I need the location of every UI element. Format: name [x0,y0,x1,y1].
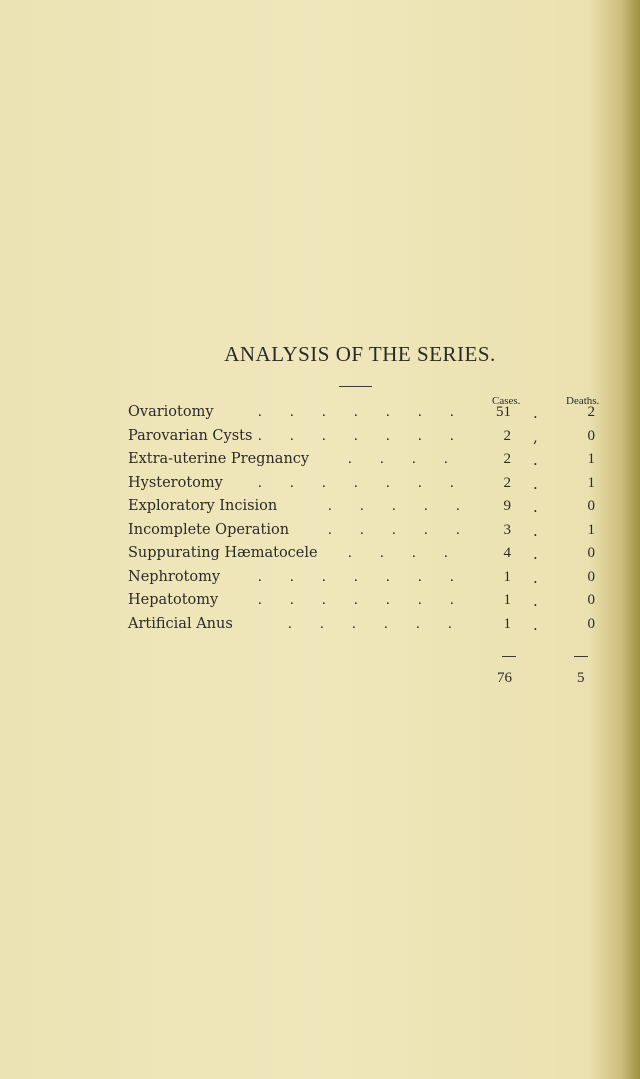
row-cases: 3 [503,521,511,538]
table-row: Ovariotomy . . . . . . . 51 . 2 [128,404,595,422]
table-row: Extra-uterine Pregnancy . . . . 2 . 1 [128,451,595,469]
row-separator: . [533,451,538,469]
table-row: Suppurating Hæmatocele . . . . 4 . 0 [128,545,595,563]
row-label: Parovarian Cysts [128,427,253,444]
page-title: ANALYSIS OF THE SERIES. [224,342,496,366]
row-cases: 2 [503,474,511,491]
row-separator: . [533,404,538,422]
row-deaths: 2 [587,404,595,420]
table-row: Nephrotomy . . . . . . . 1 . 0 [128,568,595,587]
row-label: Incomplete Operation [128,521,290,538]
row-deaths: 0 [587,427,595,444]
table-row: Hysterotomy . . . . . . . 2 . 1 [128,474,595,493]
row-label: Ovariotomy [128,404,214,420]
row-deaths: 0 [587,568,595,585]
row-label: Artificial Anus [128,615,233,632]
row-cases: 51 [496,404,511,420]
row-separator: . [533,474,538,493]
table-row: Parovarian Cysts . . . . . . . 2 , 0 [128,427,595,446]
row-cases: 4 [503,545,511,561]
row-cases: 2 [503,427,511,444]
row-separator: . [533,592,538,610]
row-cases: 1 [503,615,511,632]
row-deaths: 0 [587,545,595,561]
row-label: Nephrotomy [128,568,221,585]
cases-total-rule [502,656,516,657]
row-deaths: 0 [587,592,595,608]
row-cases: 9 [503,498,511,514]
title-rule [339,386,372,387]
row-separator: . [533,521,538,540]
deaths-total: 5 [577,670,585,686]
row-separator: . [533,615,538,634]
row-label: Exploratory Incision [128,498,278,514]
row-label: Suppurating Hæmatocele [128,545,318,561]
show-through-text [70,100,630,330]
cases-total: 76 [497,670,512,686]
row-cases: 1 [503,592,511,608]
table-row: Hepatotomy . . . . . . . 1 . 0 [128,592,595,610]
row-deaths: 0 [587,498,595,514]
row-label: Hepatotomy [128,592,219,608]
row-deaths: 1 [587,474,595,491]
table-row: Artificial Anus . . . . . . 1 . 0 [128,615,595,634]
row-label: Hysterotomy [128,474,223,491]
row-cases: 2 [503,451,511,467]
row-separator: . [533,545,538,563]
row-deaths: 1 [587,521,595,538]
row-label: Extra-uterine Pregnancy [128,451,310,467]
table-row: Exploratory Incision . . . . . 9 . 0 [128,498,595,516]
row-separator: . [533,568,538,587]
table-row: Incomplete Operation . . . . . 3 . 1 [128,521,595,540]
row-deaths: 1 [587,451,595,467]
row-cases: 1 [503,568,511,585]
row-separator: , [533,427,538,446]
row-deaths: 0 [587,615,595,632]
row-separator: . [533,498,538,516]
deaths-column-header: Deaths. [566,395,600,407]
deaths-total-rule [574,656,588,657]
cases-column-header: Cases. [492,395,521,407]
